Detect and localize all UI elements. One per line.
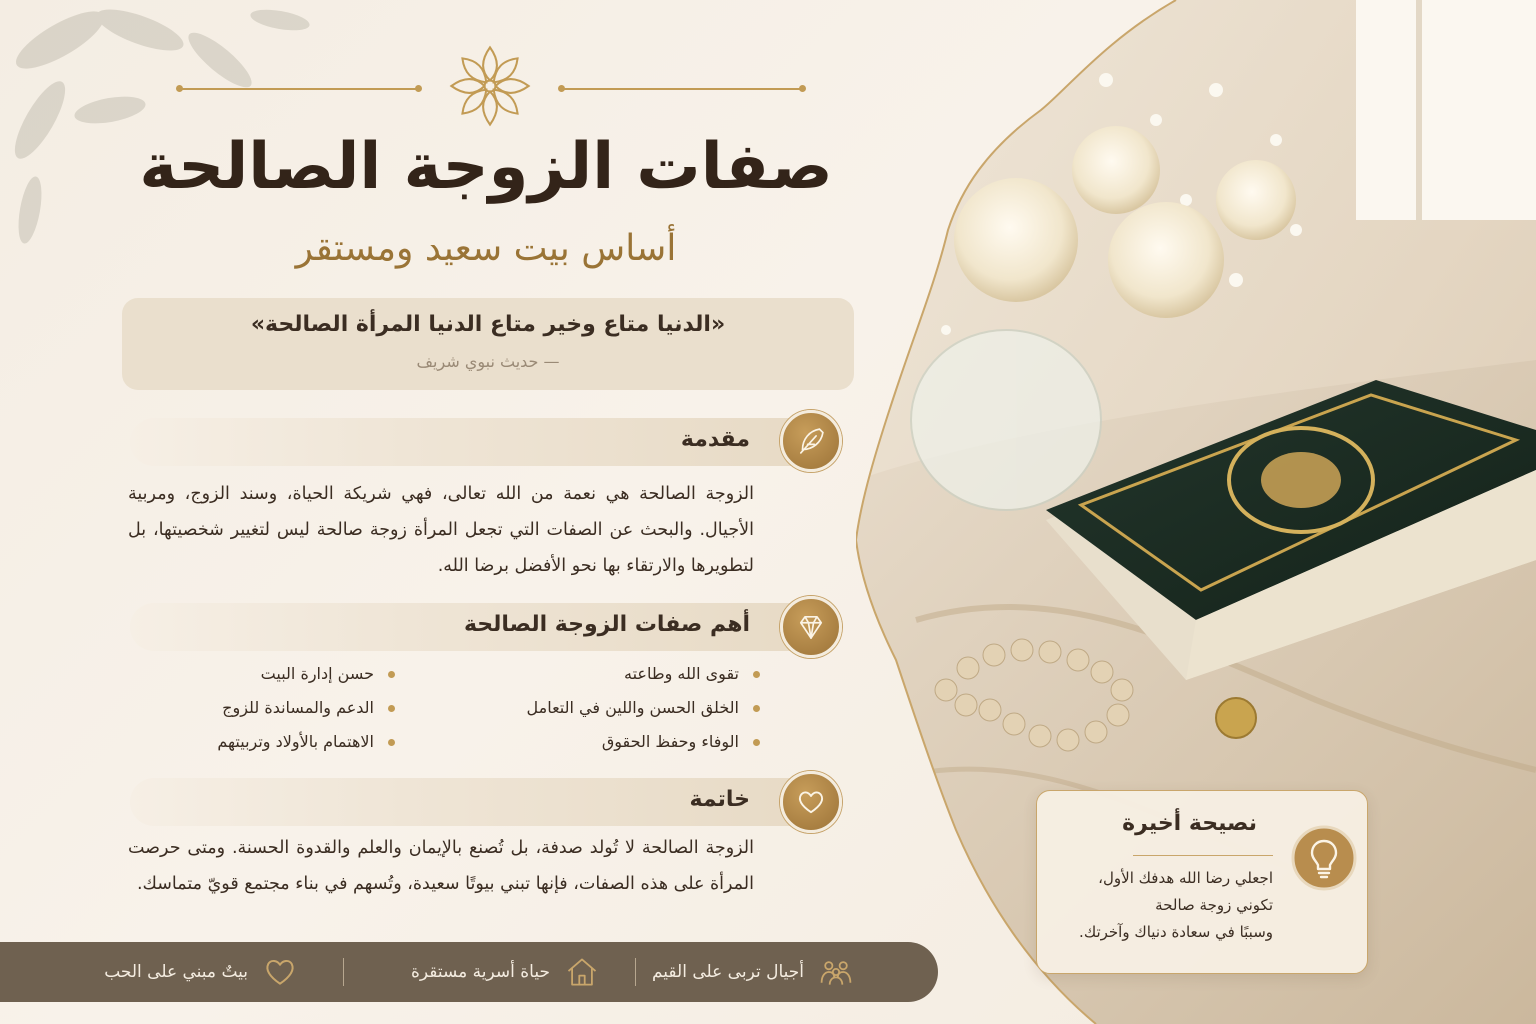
advice-divider bbox=[1133, 855, 1273, 856]
divider bbox=[343, 958, 344, 986]
header-ornament bbox=[170, 38, 810, 134]
page-subtitle: أساس بيت سعيد ومستقر bbox=[295, 228, 677, 269]
quote-source: — حديث نبوي شريف bbox=[416, 352, 560, 371]
section-title-intro: مقدمة bbox=[680, 427, 750, 452]
bottom-values-bar bbox=[0, 942, 938, 1002]
section-title-conclusion: خاتمة bbox=[689, 787, 750, 812]
value-item-family bbox=[411, 942, 600, 1002]
advice-card bbox=[1036, 790, 1368, 974]
advice-title: نصيحة أخيرة bbox=[1122, 811, 1257, 836]
advice-line: اجعلي رضا الله هدفك الأول، bbox=[1098, 869, 1273, 887]
bullet-dot bbox=[753, 739, 760, 746]
page-title: صفات الزوجة الصالحة bbox=[139, 130, 833, 204]
family-icon bbox=[818, 954, 854, 990]
trait-item: حسن إدارة البيت bbox=[261, 664, 395, 683]
advice-line: وسببًا في سعادة دنياك وآخرتك. bbox=[1079, 923, 1273, 941]
ornament-line-left bbox=[180, 88, 418, 90]
diamond-icon bbox=[780, 596, 842, 658]
flower-icon bbox=[444, 40, 536, 132]
section-header-intro bbox=[130, 418, 820, 466]
value-label: حياة أسرية مستقرة bbox=[410, 962, 550, 982]
ornament-line-right bbox=[562, 88, 802, 90]
trait-item: الاهتمام بالأولاد وتربيتهم bbox=[217, 732, 395, 751]
trait-item: الخلق الحسن واللين في التعامل bbox=[527, 698, 761, 717]
trait-item: الدعم والمساندة للزوج bbox=[222, 698, 395, 717]
lightbulb-icon bbox=[1289, 823, 1359, 893]
feather-icon bbox=[780, 410, 842, 472]
section-header-traits bbox=[130, 603, 820, 651]
house-icon bbox=[564, 954, 600, 990]
bullet-dot bbox=[753, 671, 760, 678]
heart-icon bbox=[780, 771, 842, 833]
trait-item: الوفاء وحفظ الحقوق bbox=[602, 732, 760, 751]
bullet-dot bbox=[753, 705, 760, 712]
quote-box bbox=[122, 298, 854, 390]
advice-line: تكوني زوجة صالحة bbox=[1155, 896, 1273, 914]
value-label: بيتٌ مبني على الحب bbox=[104, 962, 248, 982]
intro-paragraph: الزوجة الصالحة هي نعمة من الله تعالى، فهي شريكة الحياة، وسند الزوج، ومربية الأجيال. والبحث عن الصفات التي تجعل المرأة زوجة صالحة ليس لتغيير شخصيتها، بل لتطويرها والارتقاء بها نحو الأفضل برضا الله. bbox=[128, 484, 754, 576]
section-header-conclusion bbox=[130, 778, 820, 826]
heart-outline-icon bbox=[262, 954, 298, 990]
traits-list bbox=[170, 660, 760, 760]
bullet-dot bbox=[388, 671, 395, 678]
section-title-traits: أهم صفات الزوجة الصالحة bbox=[463, 612, 750, 637]
bullet-dot bbox=[388, 739, 395, 746]
value-item-generations bbox=[652, 942, 854, 1002]
value-item-love bbox=[104, 942, 298, 1002]
conclusion-paragraph: الزوجة الصالحة لا تُولد صدفة، بل تُصنع بالإيمان والعلم والقدوة الحسنة. ومتى حرصت المرأة على هذه الصفات، فإنها تبني بيوتًا سعيدة، وتُسهم في بناء مجتمع قويّ متماسك. bbox=[128, 838, 754, 894]
advice-text bbox=[1043, 865, 1273, 946]
trait-item: تقوى الله وطاعته bbox=[624, 664, 760, 683]
value-label: أجيال تربى على القيم bbox=[651, 962, 804, 982]
quote-text: «الدنيا متاع وخير متاع الدنيا المرأة الصالحة» bbox=[250, 312, 726, 337]
bullet-dot bbox=[388, 705, 395, 712]
divider bbox=[635, 958, 636, 986]
